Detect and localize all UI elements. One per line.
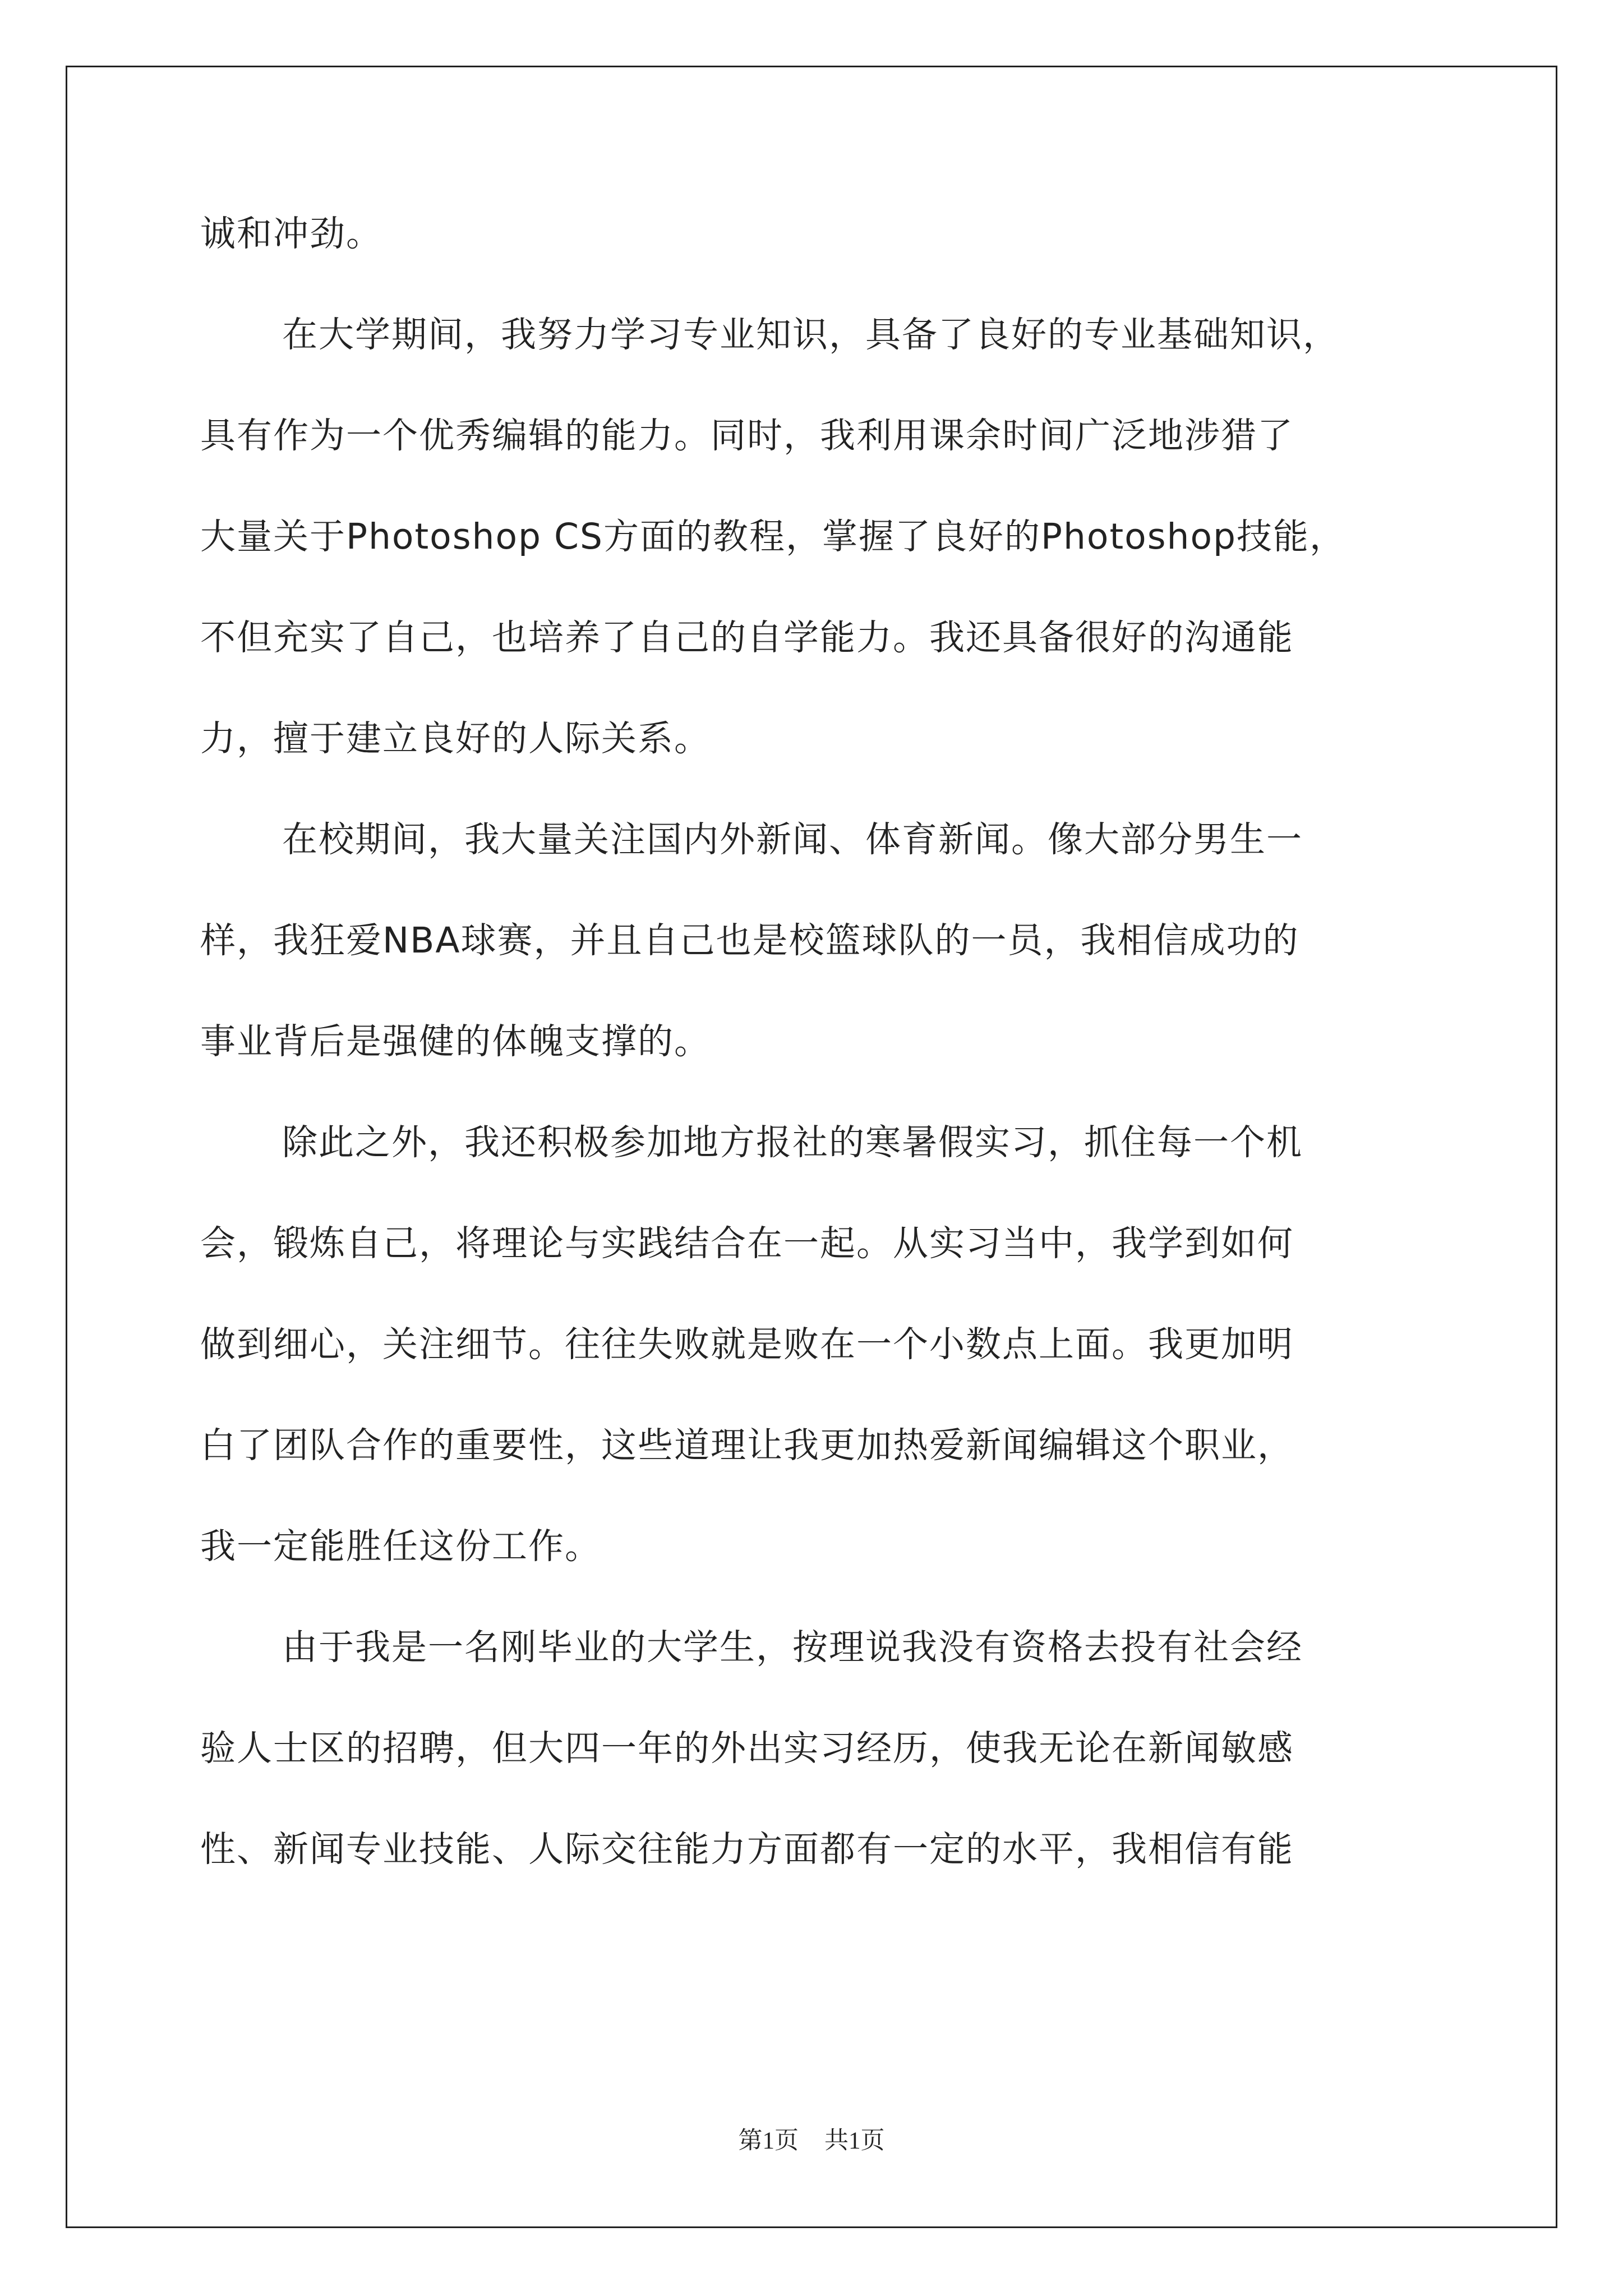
page-footer: [0, 2127, 1623, 2156]
text-line-1: 诚和冲劲。: [200, 213, 382, 254]
text-line-15: 由于我是一名刚毕业的大学生，按理说我没有资格去投有社会经: [282, 1627, 1303, 1668]
page-number: 第1页: [738, 2128, 799, 2154]
text-line-7: 在校期间，我大量关注国内外新闻、体育新闻。像大部分男生一: [282, 819, 1303, 860]
document-body: [200, 213, 1423, 1930]
text-line-8: 样，我狂爱NBA球赛，并且自己也是校篮球队的一员，我相信成功的: [200, 920, 1299, 961]
text-line-3: 具有作为一个优秀编辑的能力。同时，我利用课余时间广泛地涉猎了: [200, 415, 1294, 456]
text-line-12: 做到细心，关注细节。往往失败就是败在一个小数点上面。我更加明: [200, 1324, 1294, 1365]
text-line-17: 性、新闻专业技能、人际交往能力方面都有一定的水平，我相信有能: [200, 1829, 1294, 1870]
page-total: 共1页: [824, 2128, 885, 2154]
text-line-2: 在大学期间，我努力学习专业知识，具备了良好的专业基础知识，: [282, 314, 1339, 355]
text-line-9: 事业背后是强健的体魄支撑的。: [200, 1021, 711, 1062]
text-line-6: 力，擅于建立良好的人际关系。: [200, 718, 711, 759]
text-line-13: 白了团队合作的重要性，这些道理让我更加热爱新闻编辑这个职业，: [200, 1425, 1294, 1466]
text-line-4: 大量关于Photoshop CS方面的教程，掌握了良好的Photoshop技能，: [200, 516, 1346, 557]
text-line-14: 我一定能胜任这份工作。: [200, 1526, 601, 1567]
text-line-16: 验人士区的招聘，但大四一年的外出实习经历，使我无论在新闻敏感: [200, 1728, 1294, 1769]
text-line-10: 除此之外，我还积极参加地方报社的寒暑假实习，抓住每一个机: [282, 1122, 1303, 1163]
text-line-11: 会，锻炼自己，将理论与实践结合在一起。从实习当中，我学到如何: [200, 1223, 1294, 1264]
text-line-5: 不但充实了自己，也培养了自己的自学能力。我还具备很好的沟通能: [200, 617, 1294, 658]
